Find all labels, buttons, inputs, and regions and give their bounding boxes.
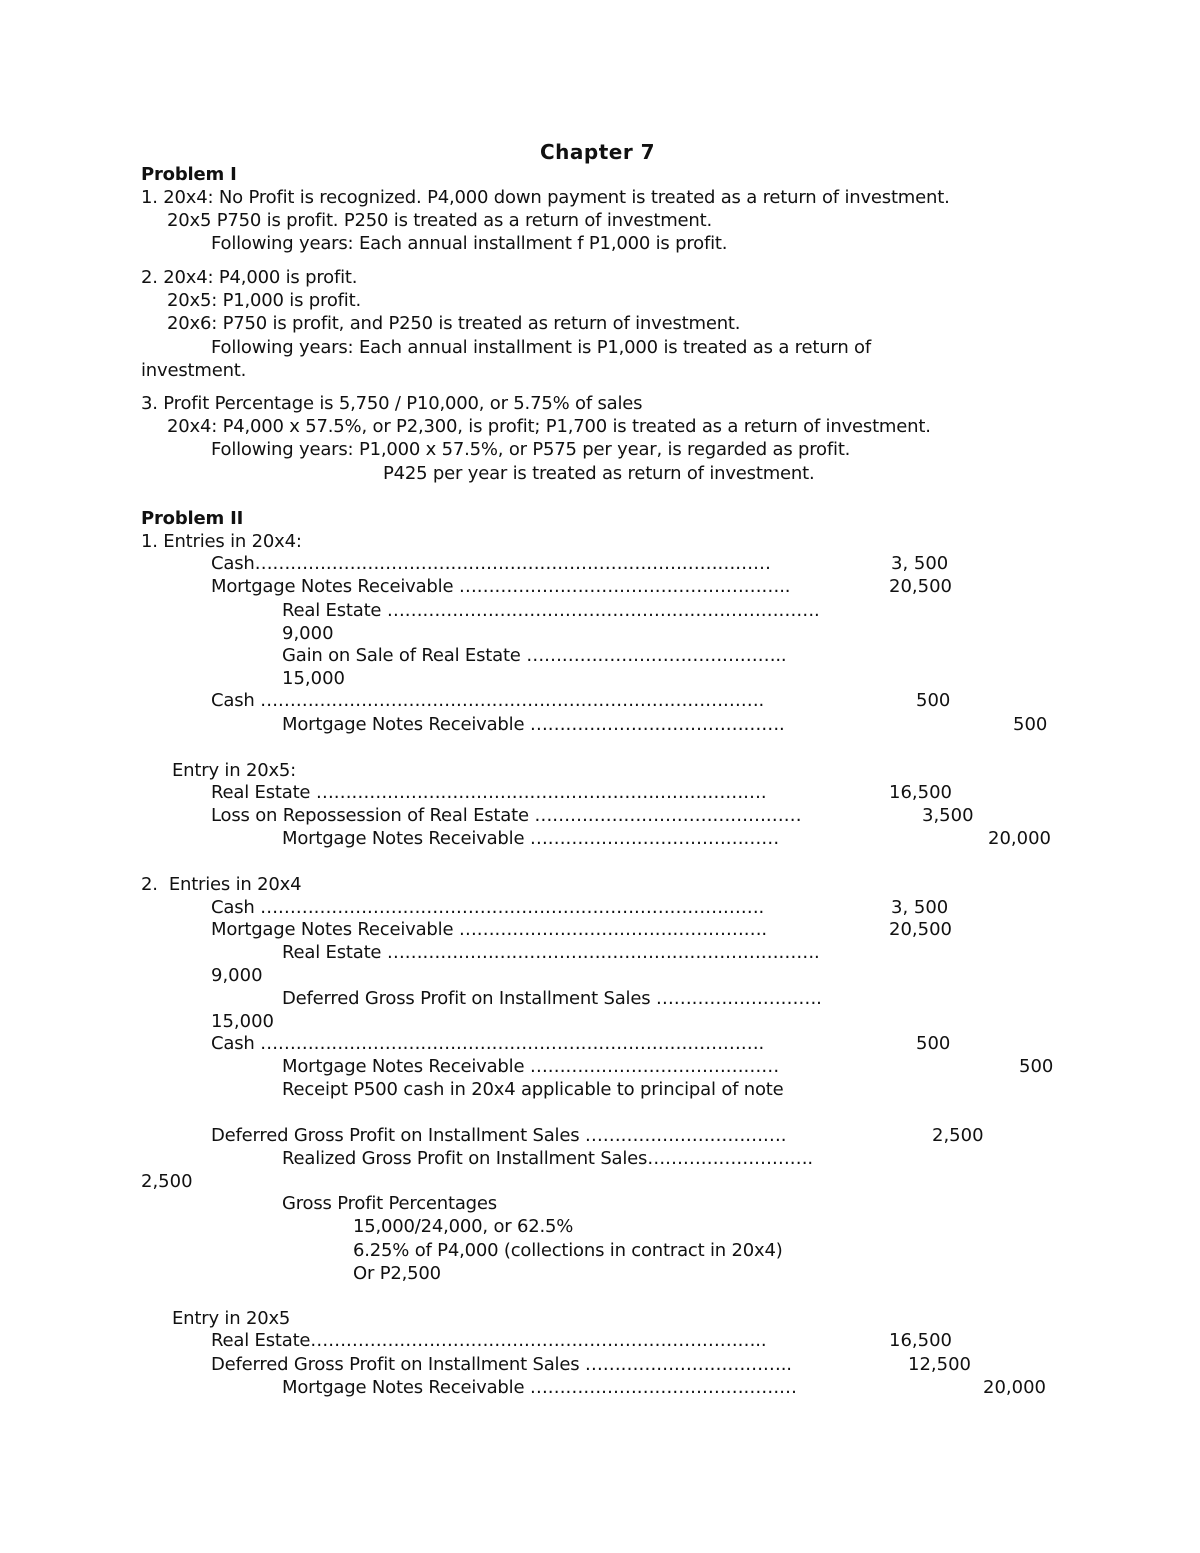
debit-amount: 3, 500 [891, 897, 949, 918]
debit-amount: 16,500 [889, 1330, 952, 1351]
p1-item2-line1: 2. 20x4: P4,000 is profit. [141, 267, 358, 288]
journal-account: Loss on Repossession of Real Estate ……………………………………… [211, 805, 802, 826]
journal-explanation: Receipt P500 cash in 20x4 applicable to principal of note [282, 1079, 784, 1100]
debit-amount: 500 [916, 1033, 951, 1054]
p1-item1-line3: Following years: Each annual installment f P1,000 is profit. [211, 233, 728, 254]
journal-account: Mortgage Notes Receivable …………………………………… [282, 828, 780, 849]
credit-amount: 20,000 [988, 828, 1051, 849]
credit-amount: 15,000 [282, 668, 345, 689]
gpp-line: 15,000/24,000, or 62.5% [353, 1216, 574, 1237]
p2-part1-heading: 1. Entries in 20x4: [141, 531, 302, 552]
p1-item2-line3: 20x6: P750 is profit, and P250 is treated as return of investment. [167, 313, 741, 334]
journal-account: Real Estate ………………………………………………………………. [282, 600, 820, 621]
journal-account: Cash …………………………………………………………………………. [211, 1033, 765, 1054]
page-title: Chapter 7 [540, 140, 656, 164]
entry-heading: Entry in 20x5 [172, 1308, 291, 1329]
p1-item3-line1: 3. Profit Percentage is 5,750 / P10,000, or 5.75% of sales [141, 393, 643, 414]
journal-account: Cash…………………………………………………………………………… [211, 553, 771, 574]
p2-part2-heading: 2. Entries in 20x4 [141, 874, 302, 895]
credit-amount: 2,500 [141, 1171, 193, 1192]
gpp-line: 6.25% of P4,000 (collections in contract in 20x4) [353, 1240, 783, 1261]
p1-item2-line2: 20x5: P1,000 is profit. [167, 290, 361, 311]
credit-amount: 9,000 [211, 965, 263, 986]
journal-account: Mortgage Notes Receivable ……………………………………. [282, 714, 785, 735]
p1-item1-line2: 20x5 P750 is profit. P250 is treated as a return of investment. [167, 210, 713, 231]
journal-account: Real Estate………………………………………………………………….. [211, 1330, 767, 1351]
journal-account: Gain on Sale of Real Estate …………………………………….. [282, 645, 787, 666]
p1-item3-line3: Following years: P1,000 x 57.5%, or P575 per year, is regarded as profit. [211, 439, 851, 460]
gpp-line: Or P2,500 [353, 1263, 441, 1284]
journal-account: Mortgage Notes Receivable ……………………………………… [282, 1377, 797, 1398]
debit-amount: 500 [916, 690, 951, 711]
debit-amount: 20,500 [889, 576, 952, 597]
debit-amount: 12,500 [908, 1354, 971, 1375]
entry-heading: Entry in 20x5: [172, 760, 297, 781]
problem-1-heading: Problem I [141, 164, 237, 185]
journal-account: Deferred Gross Profit on Installment Sales ………………………. [282, 988, 822, 1009]
debit-amount: 3,500 [922, 805, 974, 826]
journal-account: Mortgage Notes Receivable ……………………………………………. [211, 919, 767, 940]
p1-item1-line1: 1. 20x4: No Profit is recognized. P4,000 down payment is treated as a return of investment. [141, 187, 950, 208]
problem-2-heading: Problem II [141, 508, 244, 529]
journal-account: Mortgage Notes Receivable …………………………………… [282, 1056, 780, 1077]
p1-item2-line5: investment. [141, 360, 247, 381]
debit-amount: 3, 500 [891, 553, 949, 574]
credit-amount: 15,000 [211, 1011, 274, 1032]
debit-amount: 20,500 [889, 919, 952, 940]
credit-amount: 20,000 [983, 1377, 1046, 1398]
p1-item2-line4: Following years: Each annual installment is P1,000 is treated as a return of [211, 337, 871, 358]
p1-item3-line2: 20x4: P4,000 x 57.5%, or P2,300, is profit; P1,700 is treated as a return of investment. [167, 416, 931, 437]
debit-amount: 16,500 [889, 782, 952, 803]
journal-account: Deferred Gross Profit on Installment Sales ……………………………. [211, 1125, 787, 1146]
journal-account: Realized Gross Profit on Installment Sales………………………. [282, 1148, 813, 1169]
credit-amount: 500 [1013, 714, 1048, 735]
journal-account: Cash …………………………………………………………………………. [211, 690, 765, 711]
gpp-heading: Gross Profit Percentages [282, 1193, 497, 1214]
credit-amount: 500 [1019, 1056, 1054, 1077]
journal-account: Mortgage Notes Receivable ……………………………………………….. [211, 576, 791, 597]
credit-amount: 9,000 [282, 623, 334, 644]
journal-account: Real Estate ………………………………………………………………. [282, 942, 820, 963]
debit-amount: 2,500 [932, 1125, 984, 1146]
journal-account: Cash …………………………………………………………………………. [211, 897, 765, 918]
journal-account: Real Estate …………………………………………………………………. [211, 782, 767, 803]
journal-account: Deferred Gross Profit on Installment Sales …………………………….. [211, 1354, 792, 1375]
p1-item3-line4: P425 per year is treated as return of investment. [383, 463, 815, 484]
